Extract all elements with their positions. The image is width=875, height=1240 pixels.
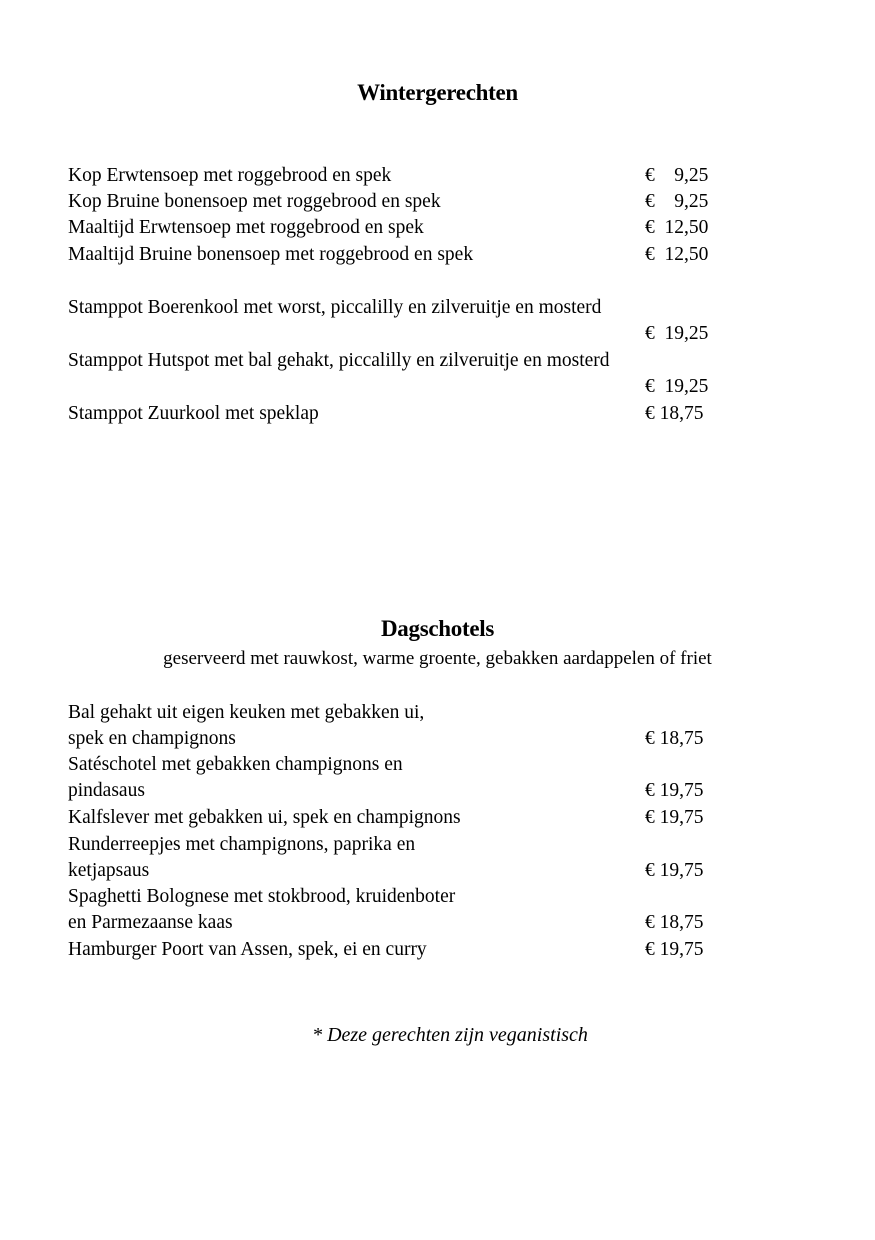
dagschotel-item-line2: pindasaus <box>68 780 145 801</box>
winter-item-name: Kop Erwtensoep met roggebrood en spek <box>68 165 392 186</box>
winter-item-price: € 12,50 <box>645 217 709 238</box>
winter-item-name: Stamppot Hutspot met bal gehakt, piccalilly en zilveruitje en mosterd <box>68 350 610 371</box>
dagschotel-item-line1: Satéschotel met gebakken champignons en <box>68 754 403 775</box>
winter-item-price: € 9,25 <box>645 165 709 186</box>
winter-item-name: Maaltijd Bruine bonensoep met roggebrood en spek <box>68 244 474 265</box>
dagschotels-title: Dagschotels <box>381 616 494 641</box>
winter-item-name: Stamppot Zuurkool met speklap <box>68 403 319 424</box>
dagschotels-subtitle: geserveerd met rauwkost, warme groente, gebakken aardappelen of friet <box>163 648 712 669</box>
winter-item-price: € 19,25 <box>645 376 709 397</box>
dagschotel-item-name: Hamburger Poort van Assen, spek, ei en curry <box>68 939 427 960</box>
dagschotel-item-price: € 18,75 <box>645 912 704 933</box>
dagschotel-item-price: € 19,75 <box>645 860 704 881</box>
winter-item-price: € 19,25 <box>645 323 709 344</box>
dagschotel-item-line2: en Parmezaanse kaas <box>68 912 233 933</box>
winter-item-price: € 9,25 <box>645 191 709 212</box>
winter-title: Wintergerechten <box>357 80 518 105</box>
dagschotel-item-price: € 19,75 <box>645 780 704 801</box>
dagschotel-item-line1: Bal gehakt uit eigen keuken met gebakken ui, <box>68 702 425 723</box>
dagschotel-item-name: Kalfslever met gebakken ui, spek en champignons <box>68 807 461 828</box>
footnote: * Deze gerechten zijn veganistisch <box>312 1024 588 1046</box>
dagschotel-item-line2: spek en champignons <box>68 728 236 749</box>
winter-item-name: Stamppot Boerenkool met worst, piccalilly en zilveruitje en mosterd <box>68 297 602 318</box>
dagschotel-item-line2: ketjapsaus <box>68 860 150 881</box>
dagschotel-item-line1: Spaghetti Bolognese met stokbrood, kruidenboter <box>68 886 456 907</box>
dagschotel-item-price: € 19,75 <box>645 939 704 960</box>
winter-item-price: € 18,75 <box>645 403 704 424</box>
dagschotel-item-price: € 18,75 <box>645 728 704 749</box>
winter-item-price: € 12,50 <box>645 244 709 265</box>
winter-item-name: Maaltijd Erwtensoep met roggebrood en spek <box>68 217 424 238</box>
dagschotel-item-line1: Runderreepjes met champignons, paprika en <box>68 834 416 855</box>
dagschotel-item-price: € 19,75 <box>645 807 704 828</box>
winter-item-name: Kop Bruine bonensoep met roggebrood en spek <box>68 191 441 212</box>
